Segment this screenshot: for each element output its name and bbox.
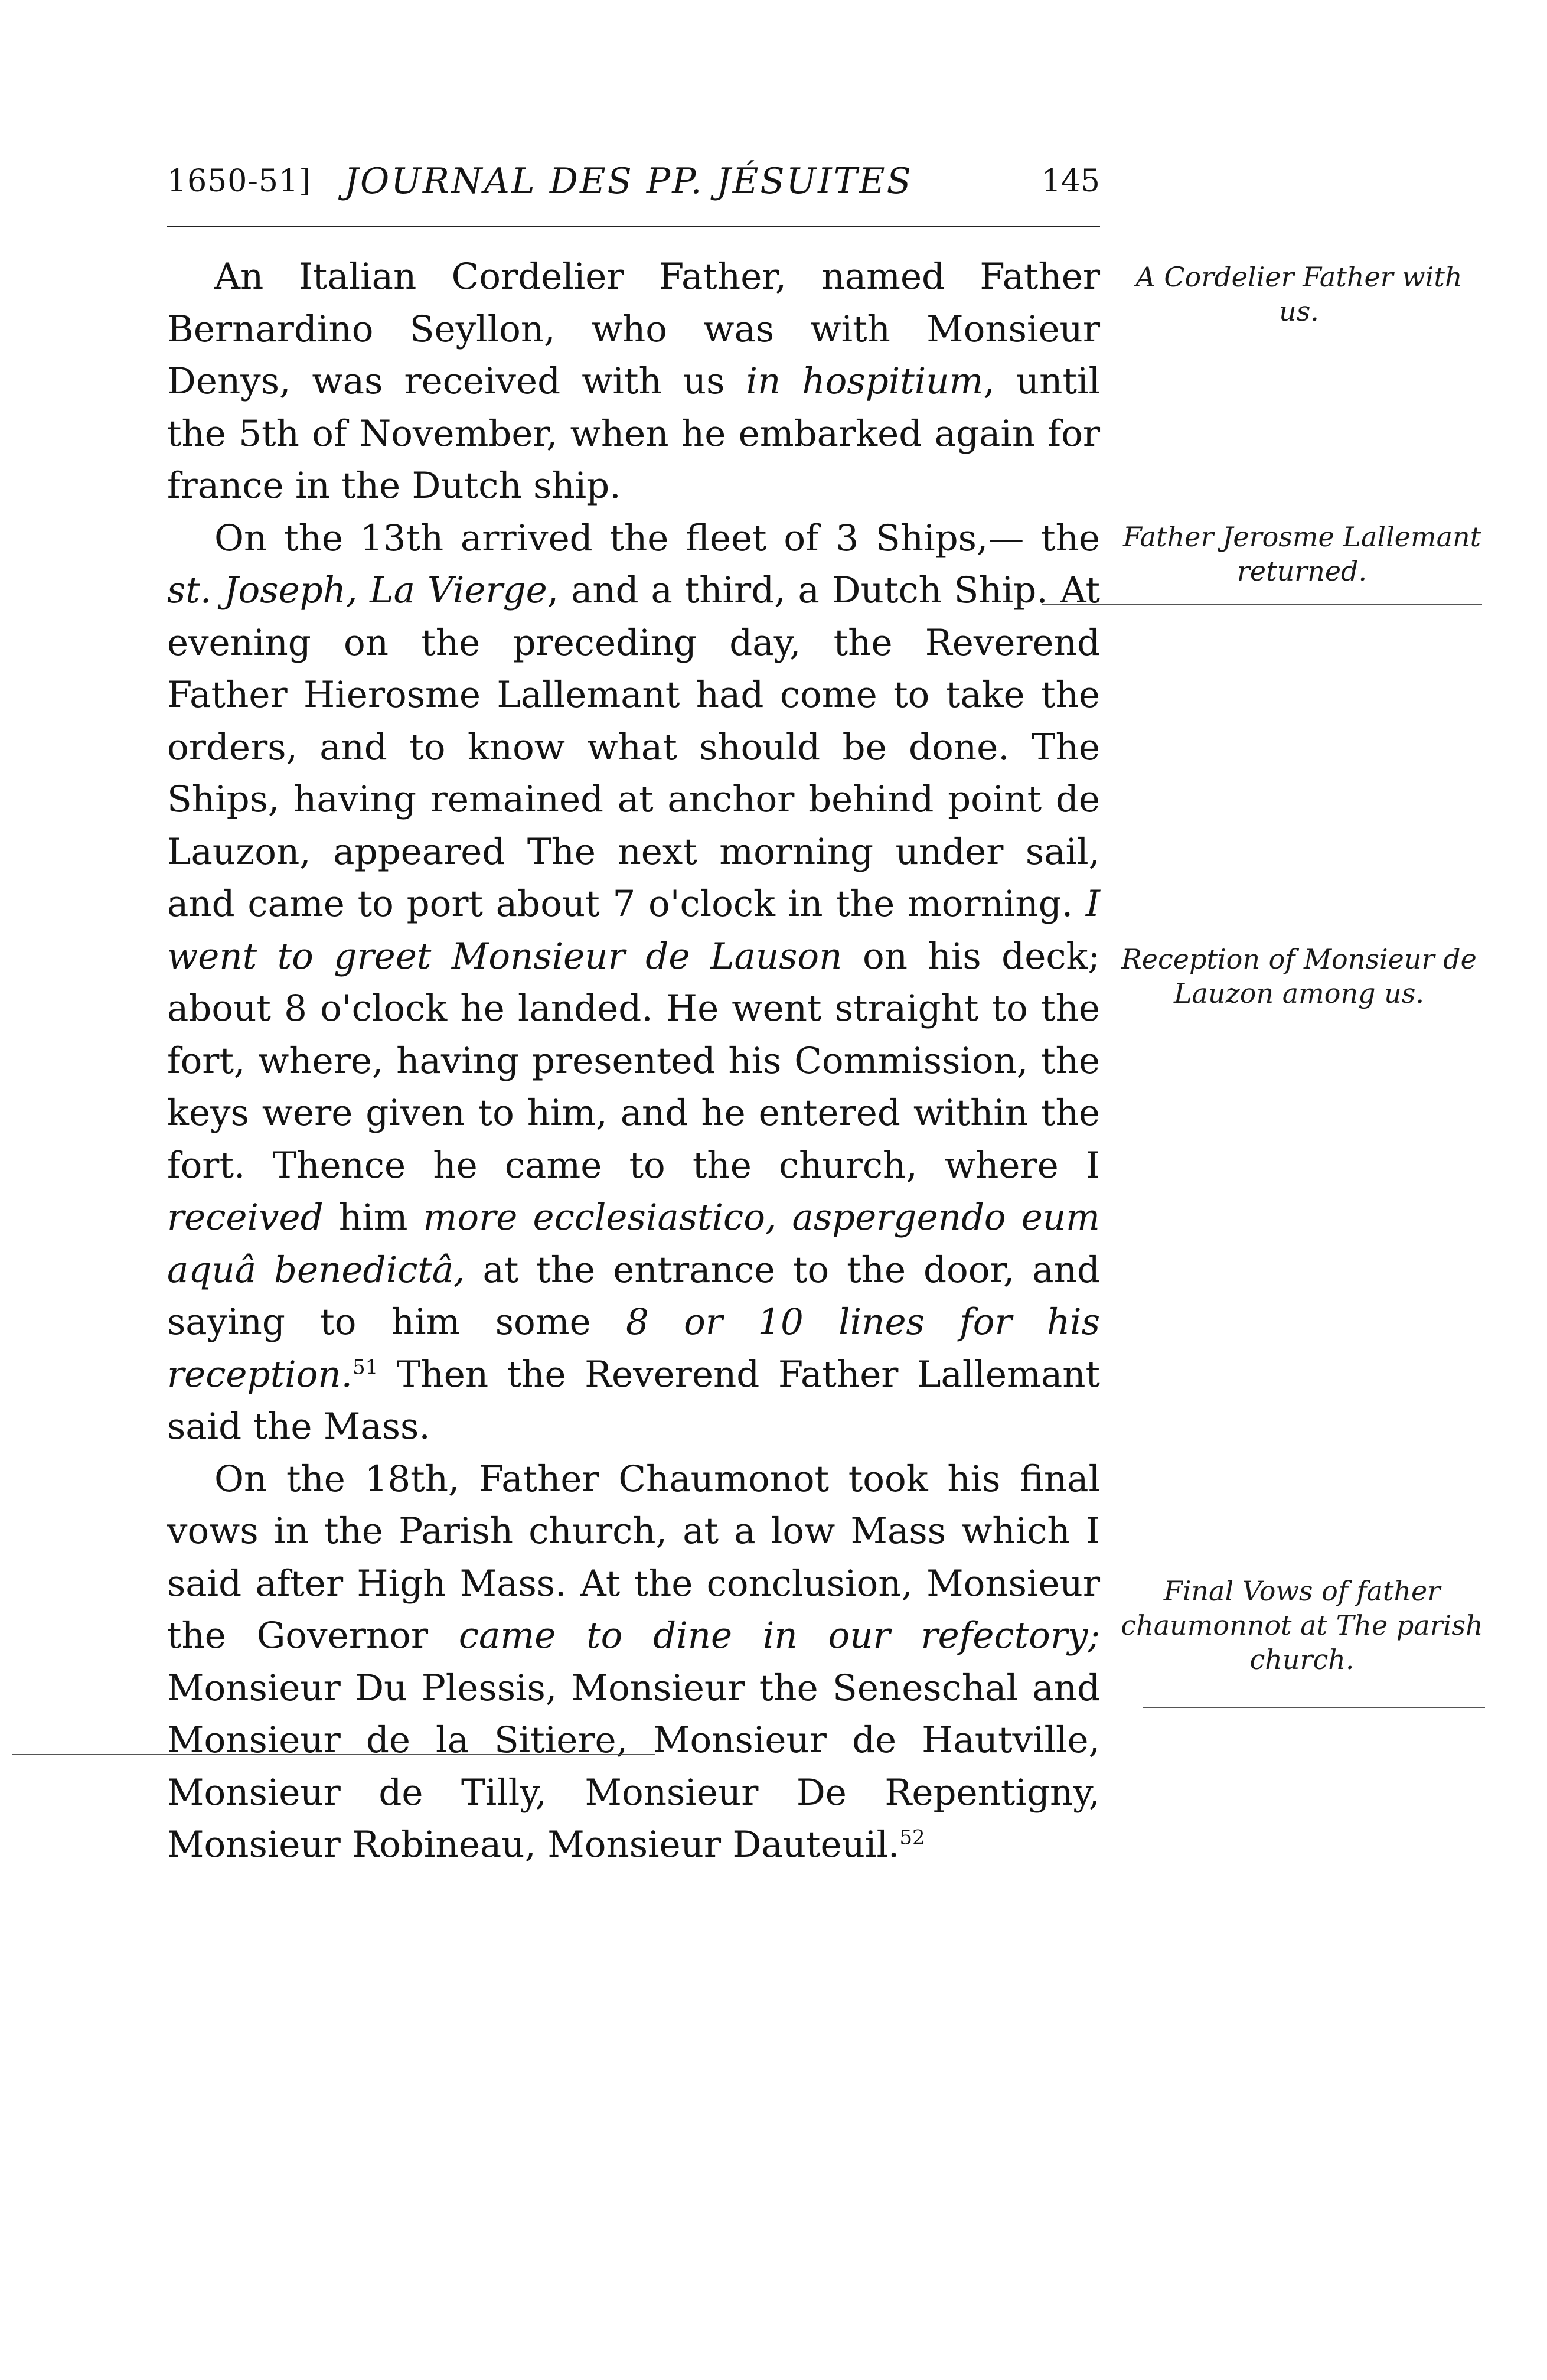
text-run: Then the Reverend Father Lallemant said the Mass. bbox=[167, 1353, 1100, 1447]
running-head bbox=[167, 155, 1100, 208]
italic-text: more ecclesiastico, aspergendo eum aquâ benedictâ, bbox=[167, 1196, 1100, 1291]
footnote-reference: 52 bbox=[899, 1825, 925, 1850]
page-number: 145 bbox=[1041, 164, 1100, 199]
margin-note-final-vows: Final Vows of father chaumonnot at The parish church. bbox=[1121, 1575, 1483, 1675]
running-head-date: 1650-51] bbox=[167, 164, 312, 199]
italic-text: st. Joseph, La Vierge bbox=[167, 569, 547, 611]
italic-text: in hospitium bbox=[746, 360, 984, 402]
text-run: on his deck; about 8 o'clock he landed. He went straight to the fort, where, having presented his Commission, the keys were given to him, and he entered within the fort. Thence he came to the church, where I bbox=[167, 935, 1100, 1186]
text-run: An Italian Cordelier Father, named Father Bernardino Seyllon, who was with Monsieur Denys, was received with us bbox=[167, 256, 1100, 402]
text-run: On the 13th arrived the fleet of 3 Ships,— the bbox=[214, 517, 1100, 559]
italic-text: received bbox=[167, 1196, 324, 1238]
footnote-reference: 51 bbox=[353, 1355, 378, 1380]
italic-text: 8 or 10 lines for his reception. bbox=[167, 1301, 1101, 1396]
handwritten-underline-mark bbox=[1042, 604, 1482, 605]
text-run: at the entrance to the door, and saying to him some bbox=[167, 1248, 1100, 1343]
handwritten-underline-mark bbox=[1143, 1707, 1485, 1708]
body-text bbox=[167, 251, 1100, 1872]
paragraph-2 bbox=[167, 513, 1100, 1453]
text-run: Monsieur Du Plessis, Monsieur the Seneschal and Monsieur de la Sitiere, Monsieur de Hautville, Monsieur de Tilly, Monsieur De Repentigny, Monsieur Robineau, Monsieur Dauteuil. bbox=[167, 1667, 1100, 1866]
handwritten-strike-mark bbox=[12, 1754, 655, 1755]
margin-note-cordelier: A Cordelier Father with us. bbox=[1135, 261, 1463, 327]
text-run: , until the 5th of November, when he embarked again for france in the Dutch ship. bbox=[167, 360, 1100, 507]
text-run: , and a third, a Dutch Ship. At evening on the preceding day, the Reverend Father Hierosme Lallemant had come to take the orders, and to know what should be done. The Ships, having remained at anchor behind point de Lauzon, appeared The next morning under sail, and came to port about 7 o'clock in the morning. bbox=[167, 569, 1100, 925]
paragraph-3 bbox=[167, 1453, 1100, 1872]
text-run: On the 18th, Father Chaumonot took his final vows in the Parish church, at a low Mass which I said after High Mass. At the conclusion, Monsieur the Governor bbox=[167, 1458, 1100, 1657]
italic-text: came to dine in our refectory; bbox=[458, 1615, 1100, 1657]
margin-note-lalemant-returned: Father Jerosme Lallemant returned. bbox=[1122, 521, 1481, 587]
italic-text: I went to greet Monsieur de Lauson bbox=[167, 883, 1100, 977]
running-head-title: JOURNAL DES PP. JÉSUITES bbox=[344, 161, 913, 202]
header-rule bbox=[167, 226, 1100, 227]
paragraph-1 bbox=[167, 251, 1100, 513]
text-run: him bbox=[323, 1196, 423, 1238]
margin-note-reception: Reception of Monsieur de Lauzon among us. bbox=[1121, 943, 1477, 1009]
